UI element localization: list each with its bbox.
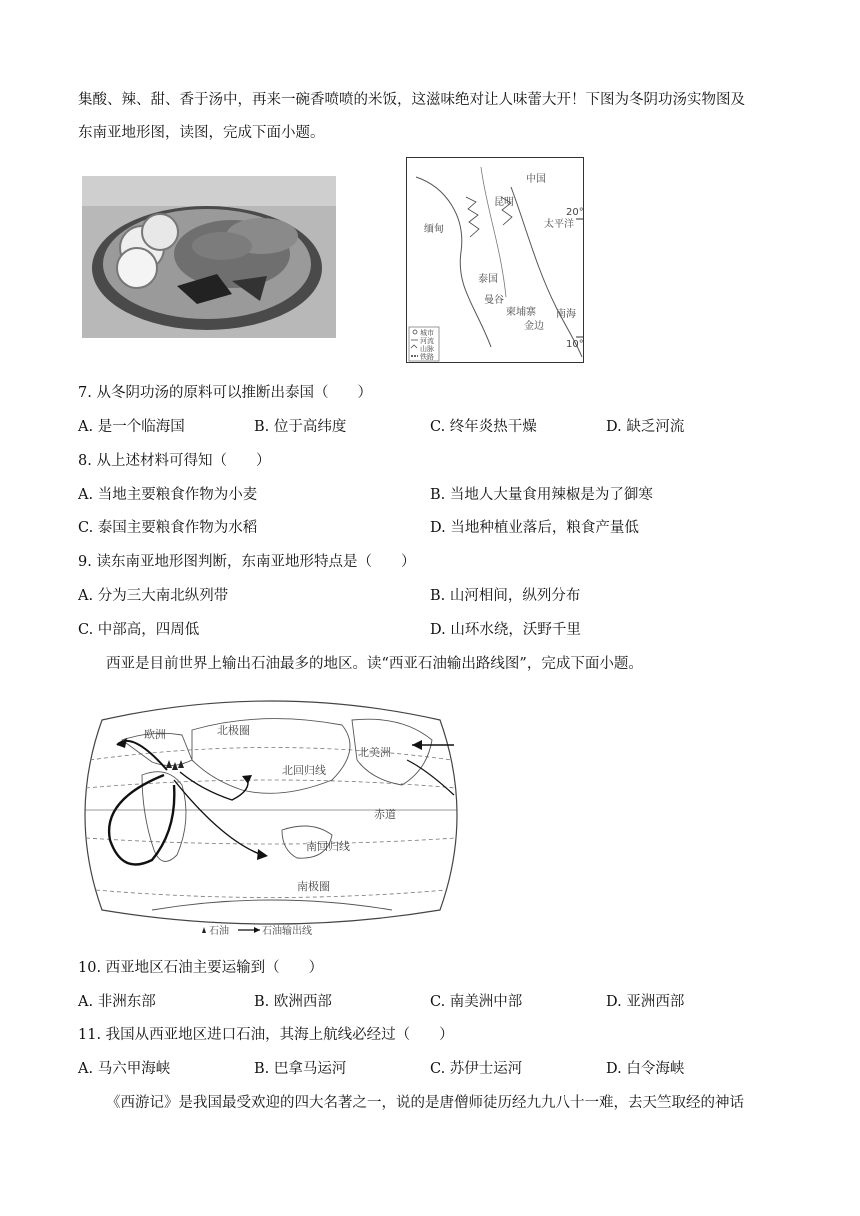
label-north-america: 北美洲: [358, 746, 391, 759]
q11-option-d[interactable]: D. 白令海峡: [606, 1061, 685, 1077]
question-9-stem: 9. 读东南亚地形图判断，东南亚地形特点是（ ）: [78, 554, 416, 570]
legend-mountain: 山脉: [420, 345, 434, 353]
q11-option-c[interactable]: C. 苏伊士运河: [430, 1061, 523, 1077]
map-label-myanmar: 缅甸: [424, 224, 444, 235]
map-label-cambodia: 柬埔寨: [506, 307, 536, 318]
q9-option-d[interactable]: D. 山环水绕，沃野千里: [430, 622, 581, 638]
q10-option-a[interactable]: A. 非洲东部: [78, 994, 156, 1010]
q9-option-b[interactable]: B. 山河相间，纵列分布: [430, 588, 581, 604]
map-tick-20: 20°: [566, 207, 584, 218]
q8-option-a[interactable]: A. 当地主要粮食作物为小麦: [78, 487, 258, 503]
q10-option-c[interactable]: C. 南美洲中部: [430, 994, 523, 1010]
map-label-thailand: 泰国: [478, 274, 498, 285]
question-7-stem: 7. 从冬阴功汤的原料可以推断出泰国（ ）: [78, 385, 372, 401]
map-label-south-sea: 南海: [556, 309, 576, 320]
map-label-bangkok: 曼谷: [484, 295, 504, 306]
map-label-phnom-penh: 金边: [524, 321, 544, 332]
legend-railway: 铁路: [420, 353, 434, 361]
question-8-stem: 8. 从上述材料可得知（ ）: [78, 453, 271, 469]
q10-option-d[interactable]: D. 亚洲西部: [606, 994, 685, 1010]
question-11-stem: 11. 我国从西亚地区进口石油，其海上航线必经过（ ）: [78, 1027, 454, 1043]
q10-option-b[interactable]: B. 欧洲西部: [254, 994, 332, 1010]
label-arctic-circle: 北极圈: [217, 724, 250, 737]
question-10-stem: 10. 西亚地区石油主要运输到（ ）: [78, 960, 324, 976]
southeast-asia-map: [406, 157, 584, 363]
intro-line-1: 集酸、辣、甜、香于汤中，再来一碗香喷喷的米饭，这滋味绝对让人味蕾大开！下图为冬阴功汤实物图及: [78, 92, 745, 108]
q7-option-b[interactable]: B. 位于高纬度: [254, 419, 347, 435]
label-europe: 欧洲: [144, 728, 166, 741]
map-tick-10: 10°: [566, 339, 584, 350]
label-equator: 赤道: [374, 808, 396, 821]
passage-journey-west: 《西游记》是我国最受欢迎的四大名著之一，说的是唐僧师徒历经九九八十一难，去天竺取经的神话: [106, 1095, 744, 1111]
legend-oil: 石油: [209, 926, 229, 937]
q7-option-c[interactable]: C. 终年炎热干燥: [430, 419, 537, 435]
q7-option-d[interactable]: D. 缺乏河流: [606, 419, 685, 435]
label-antarctic-circle: 南极圈: [297, 880, 330, 893]
q8-option-b[interactable]: B. 当地人大量食用辣椒是为了御寒: [430, 487, 653, 503]
q11-option-a[interactable]: A. 马六甲海峡: [78, 1061, 171, 1077]
tom-yum-photo: [82, 176, 336, 338]
q8-option-d[interactable]: D. 当地种植业落后，粮食产量低: [430, 520, 639, 536]
legend-river: 河流: [420, 337, 434, 345]
q9-option-c[interactable]: C. 中部高，四周低: [78, 622, 200, 638]
q11-option-b[interactable]: B. 巴拿马运河: [254, 1061, 347, 1077]
map-label-pacific: 太平洋: [544, 219, 574, 230]
legend-route: 石油输出线: [262, 926, 312, 937]
map-label-china: 中国: [526, 174, 546, 185]
q8-option-c[interactable]: C. 泰国主要粮食作物为水稻: [78, 520, 258, 536]
passage-oil: 西亚是目前世界上输出石油最多的地区。读“西亚石油输出路线图”，完成下面小题。: [106, 656, 643, 672]
legend-city: 城市: [420, 329, 434, 337]
map-label-kunming: 昆明: [494, 197, 514, 208]
q7-option-a[interactable]: A. 是一个临海国: [78, 419, 185, 435]
label-tropic-cancer: 北回归线: [282, 764, 326, 777]
q9-option-a[interactable]: A. 分为三大南北纵列带: [78, 588, 229, 604]
oil-export-map: [82, 690, 460, 940]
intro-line-2: 东南亚地形图，读图，完成下面小题。: [78, 125, 325, 141]
label-tropic-capricorn: 南回归线: [306, 840, 350, 853]
